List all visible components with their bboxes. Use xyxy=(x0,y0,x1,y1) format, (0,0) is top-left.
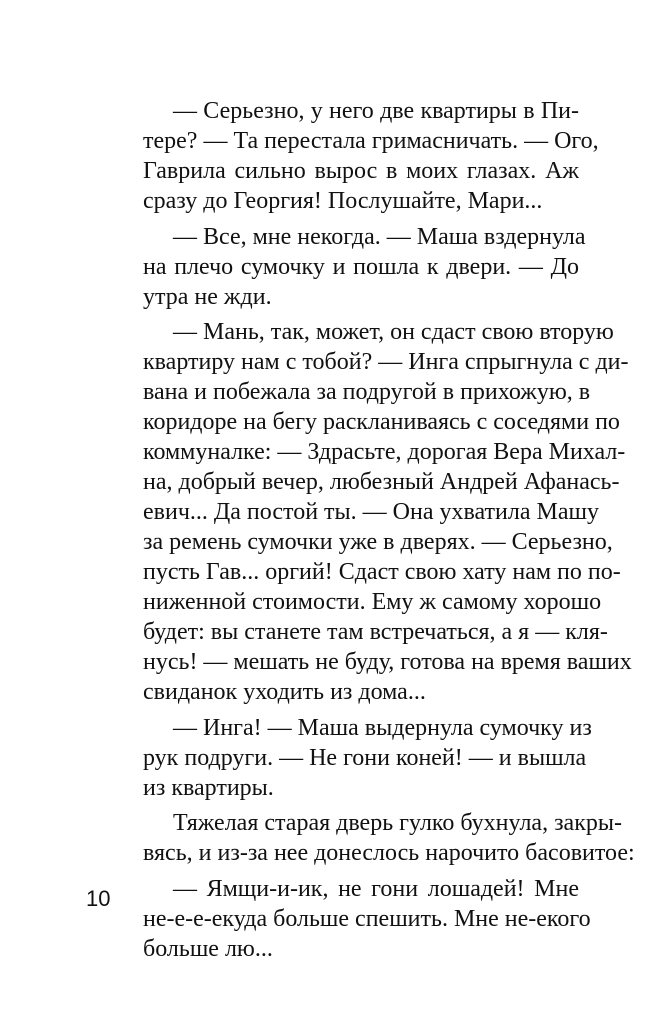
paragraph-1 xyxy=(143,96,599,216)
paragraph-2 xyxy=(143,222,586,312)
page-body-text xyxy=(143,96,635,970)
paragraph-5 xyxy=(143,808,635,868)
text-line: — Инга! — Маша выдернула сумочку из xyxy=(173,714,592,741)
text-line: нусь! — мешать не буду, готова на время ваших xyxy=(143,649,632,676)
text-line: сразу до Георгия! Послушайте, Мари... xyxy=(143,188,543,214)
text-line: утра не жди. xyxy=(143,283,272,310)
text-line: квартиру нам с тобой? — Инга спрыгнула с ди- xyxy=(143,349,629,376)
text-line: вясь, и из-за нее донеслось нарочито басовитое: xyxy=(143,840,635,867)
text-line: больше лю... xyxy=(143,935,273,962)
text-line: пусть Гав... оргий! Сдаст свою хату нам по по- xyxy=(143,559,621,586)
text-line: вана и побежала за подругой в прихожую, в xyxy=(143,379,591,406)
text-line: евич... Да постой ты. — Она ухватила Машу xyxy=(143,499,599,526)
text-line: — Все, мне некогда. — Маша вздернула xyxy=(173,223,586,250)
text-line: на, добрый вечер, любезный Андрей Афанась- xyxy=(143,469,620,496)
text-line: Гаврила сильно вырос в моих глазах. Аж xyxy=(143,158,579,184)
text-line: не-е-е-екуда больше спешить. Мне не-екого xyxy=(143,905,591,932)
text-line: коридоре на бегу раскланиваясь с соседями по xyxy=(143,409,620,436)
text-line: на плечо сумочку и пошла к двери. — До xyxy=(143,253,579,280)
text-line: коммуналке: — Здрасьте, дорогая Вера Михал- xyxy=(143,439,626,466)
page-number: 10 xyxy=(86,886,111,911)
paragraph-4 xyxy=(143,713,592,803)
text-line: — Мань, так, может, он сдаст свою вторую xyxy=(173,319,614,346)
text-line: — Ямщи-и-ик, не гони лошадей! Мне xyxy=(173,875,579,902)
text-line: из квартиры. xyxy=(143,774,274,801)
text-line: свиданок уходить из дома... xyxy=(143,679,426,706)
text-line: рук подруги. — Не гони коней! — и вышла xyxy=(143,744,587,771)
text-line: за ремень сумочки уже в дверях. — Серьезно, xyxy=(143,529,613,556)
text-line: ниженной стоимости. Ему ж самому хорошо xyxy=(143,589,602,616)
text-line: — Серьезно, у него две квартиры в Пи- xyxy=(173,98,579,124)
paragraph-3 xyxy=(143,317,632,707)
text-line: Тяжелая старая дверь гулко бухнула, закры- xyxy=(173,810,622,837)
text-line: тере? — Та перестала гримасничать. — Ого, xyxy=(143,128,599,154)
paragraph-6 xyxy=(143,874,591,964)
text-line: будет: вы станете там встречаться, а я — кля- xyxy=(143,619,608,646)
